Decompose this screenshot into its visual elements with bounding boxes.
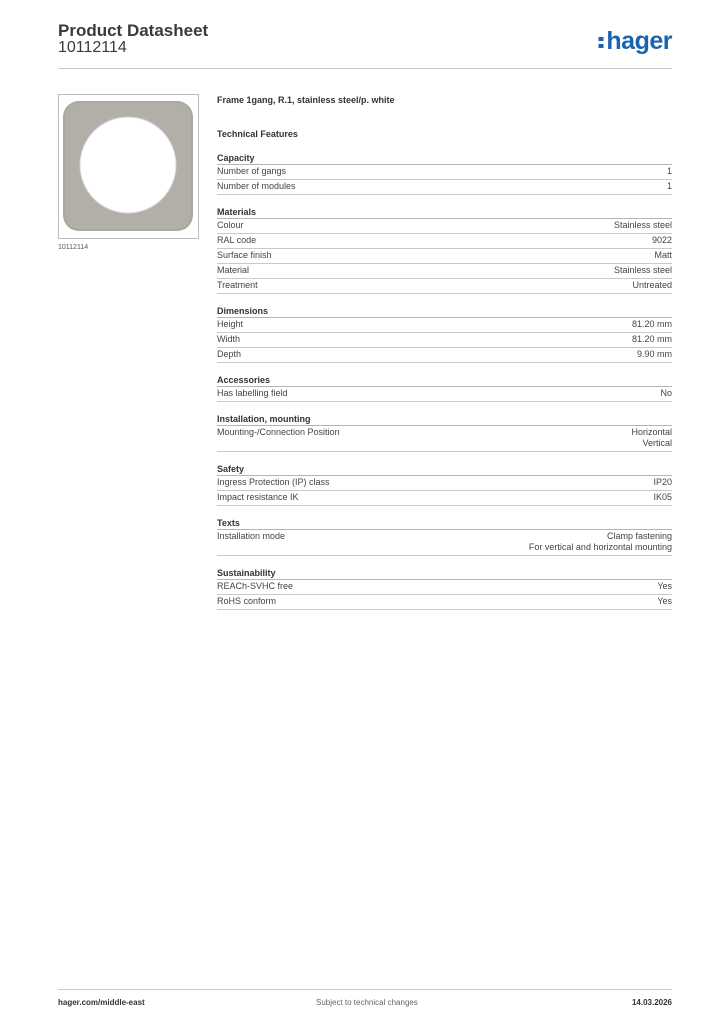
spec-label: Ingress Protection (IP) class [217,477,330,487]
spec-value [653,492,672,503]
section-title: Safety [217,463,672,476]
spec-value-line: IK05 [653,492,672,502]
footer-divider [58,989,672,990]
spec-label: Mounting-/Connection Position [217,427,340,437]
footer-website: hager.com/middle-east [58,998,145,1007]
spec-value-line: Matt [654,250,672,260]
spec-value-line: Vertical [642,438,672,448]
image-caption: 10112114 [58,244,89,251]
spec-row [217,264,672,279]
product-name: Frame 1gang, R.1, stainless steel/p. white [217,95,395,105]
spec-value-line: 9.90 mm [636,349,672,359]
spec-value-line: For vertical and horizontal mounting [528,542,672,552]
spec-label: RoHS conform [217,596,277,606]
spec-row [217,595,672,610]
spec-value [652,235,672,246]
spec-row [217,180,672,195]
footer-notice: Subject to technical changes [316,998,418,1007]
spec-value [667,181,672,192]
spec-row [217,476,672,491]
spec-label: Impact resistance IK [217,492,299,502]
section-dimensions [217,305,672,363]
logo-colon-icon [598,33,605,49]
spec-row [217,348,672,363]
spec-value-line: 81.20 mm [631,334,672,344]
spec-value-line: Yes [657,581,672,591]
product-image-box [58,94,199,239]
spec-label: Colour [217,220,244,230]
spec-value-line: Stainless steel [613,220,672,230]
footer-date: 14.03.2026 [631,998,672,1007]
logo-text: hager [606,27,672,55]
article-number: 10112114 [58,39,127,56]
page-title: Product Datasheet [58,21,209,40]
spec-row [217,279,672,294]
datasheet-content [217,95,672,610]
spec-label: Surface finish [217,250,272,260]
spec-row [217,234,672,249]
header-divider [58,68,672,69]
spec-value [657,581,672,592]
section-title: Sustainability [217,567,672,580]
spec-row [217,219,672,234]
section-safety [217,463,672,506]
spec-label: Number of gangs [217,166,287,176]
spec-label: Installation mode [217,531,286,541]
spec-label: Material [217,265,250,275]
spec-value [631,427,672,449]
spec-value [637,349,672,360]
technical-features-heading: Technical Features [217,129,298,139]
spec-label: RAL code [217,235,257,245]
spec-label: Height [217,319,244,329]
section-title: Installation, mounting [217,413,672,426]
section-title: Dimensions [217,305,672,318]
spec-row [217,580,672,595]
spec-value-line: 1 [666,166,672,176]
spec-value [654,250,672,261]
spec-label: Has labelling field [217,388,288,398]
spec-row [217,491,672,506]
spec-row [217,387,672,402]
spec-value-line: Clamp fastening [606,531,672,541]
section-title: Accessories [217,374,672,387]
spec-row [217,530,672,556]
spec-value-line: Untreated [632,280,672,290]
section-title: Materials [217,206,672,219]
spec-row [217,333,672,348]
spec-value-line: IP20 [653,477,672,487]
spec-value [667,166,672,177]
spec-value [632,319,672,330]
spec-row [217,318,672,333]
spec-label: Depth [217,349,242,359]
spec-label: Width [217,334,241,344]
spec-value [529,531,672,553]
spec-value [653,477,672,488]
spec-value [614,220,672,231]
section-materials [217,206,672,294]
spec-row [217,249,672,264]
spec-value [632,334,672,345]
section-title: Capacity [217,152,672,165]
spec-value-line: 1 [666,181,672,191]
spec-label: Number of modules [217,181,296,191]
spec-row [217,426,672,452]
spec-row [217,165,672,180]
spec-value-line: Yes [657,596,672,606]
spec-value-line: No [660,388,672,398]
spec-value-line: 81.20 mm [631,319,672,329]
spec-value-line: Stainless steel [613,265,672,275]
section-title: Texts [217,517,672,530]
product-frame-image [61,99,195,233]
feature-sections [217,152,672,610]
spec-value-line: Horizontal [631,427,672,437]
section-accessories [217,374,672,402]
section-capacity [217,152,672,195]
spec-label: REACh-SVHC free [217,581,294,591]
spec-value [660,388,672,399]
spec-value [614,265,672,276]
spec-value-line: 9022 [651,235,672,245]
spec-value [657,596,672,607]
spec-value [632,280,672,291]
section-sustainability [217,567,672,610]
section-installation-mounting [217,413,672,452]
spec-label: Treatment [217,280,258,290]
section-texts [217,517,672,556]
hager-logo [598,27,672,56]
